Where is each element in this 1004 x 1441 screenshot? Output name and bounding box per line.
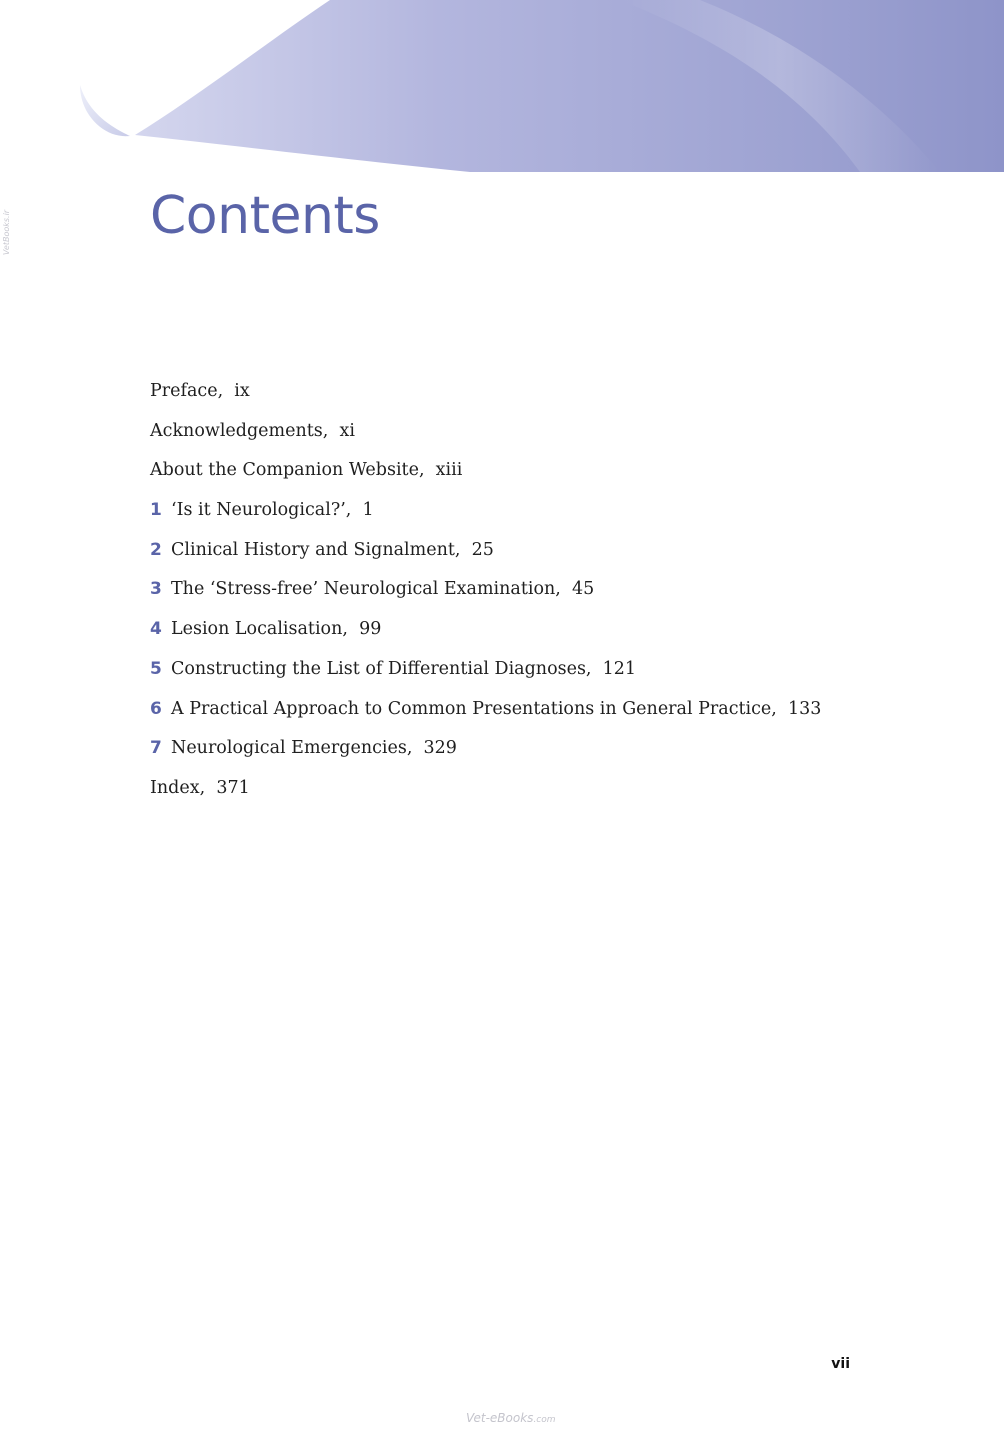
toc-entry[interactable] [150, 576, 821, 616]
entry-title: ‘Is it Neurological?’, [171, 500, 352, 521]
entry-title: The ‘Stress-free’ Neurological Examination, [171, 579, 561, 600]
toc-entry[interactable] [150, 656, 821, 696]
toc-entry[interactable] [150, 378, 821, 418]
entry-page: 133 [788, 698, 822, 719]
toc-entry[interactable] [150, 775, 821, 815]
entry-page: 329 [423, 738, 457, 759]
entry-title: About the Companion Website, [150, 460, 425, 481]
chapter-number: 4 [150, 619, 162, 640]
toc-entry[interactable] [150, 537, 821, 577]
chapter-number: 7 [150, 738, 162, 759]
entry-page: 45 [572, 579, 595, 600]
toc-entry[interactable] [150, 696, 821, 736]
toc-entry[interactable] [150, 457, 821, 497]
table-of-contents [150, 378, 821, 815]
entry-page: xiii [435, 460, 463, 481]
chapter-number: 6 [150, 698, 162, 719]
header-banner [0, 0, 1004, 172]
entry-title: Index, [150, 777, 206, 798]
entry-title: Constructing the List of Differential Diagnoses, [171, 658, 592, 679]
toc-entry[interactable] [150, 497, 821, 537]
toc-entry[interactable] [150, 616, 821, 656]
chapter-number: 1 [150, 500, 162, 521]
entry-title: Lesion Localisation, [171, 619, 348, 640]
toc-entry[interactable] [150, 418, 821, 458]
page-title: Contents [150, 186, 380, 246]
entry-page: xi [339, 420, 355, 441]
entry-page: ix [234, 381, 250, 401]
entry-page: 371 [216, 777, 250, 798]
entry-title: Acknowledgements, [150, 420, 329, 441]
entry-page: 99 [359, 619, 382, 640]
chapter-number: 5 [150, 658, 162, 679]
chapter-number: 3 [150, 579, 162, 600]
entry-page: 25 [471, 539, 494, 560]
side-watermark: VetBooks.ir [2, 209, 12, 255]
entry-title: Neurological Emergencies, [171, 738, 413, 759]
entry-title: Preface, [150, 381, 224, 401]
footer-watermark: Vet-eBooks.com [466, 1411, 556, 1425]
page-number: vii [831, 1356, 850, 1372]
toc-entry[interactable] [150, 735, 821, 775]
entry-title: A Practical Approach to Common Presentations in General Practice, [171, 698, 777, 719]
entry-page: 1 [362, 500, 374, 521]
entry-title: Clinical History and Signalment, [171, 539, 461, 560]
entry-page: 121 [602, 658, 637, 679]
chapter-number: 2 [150, 539, 162, 560]
